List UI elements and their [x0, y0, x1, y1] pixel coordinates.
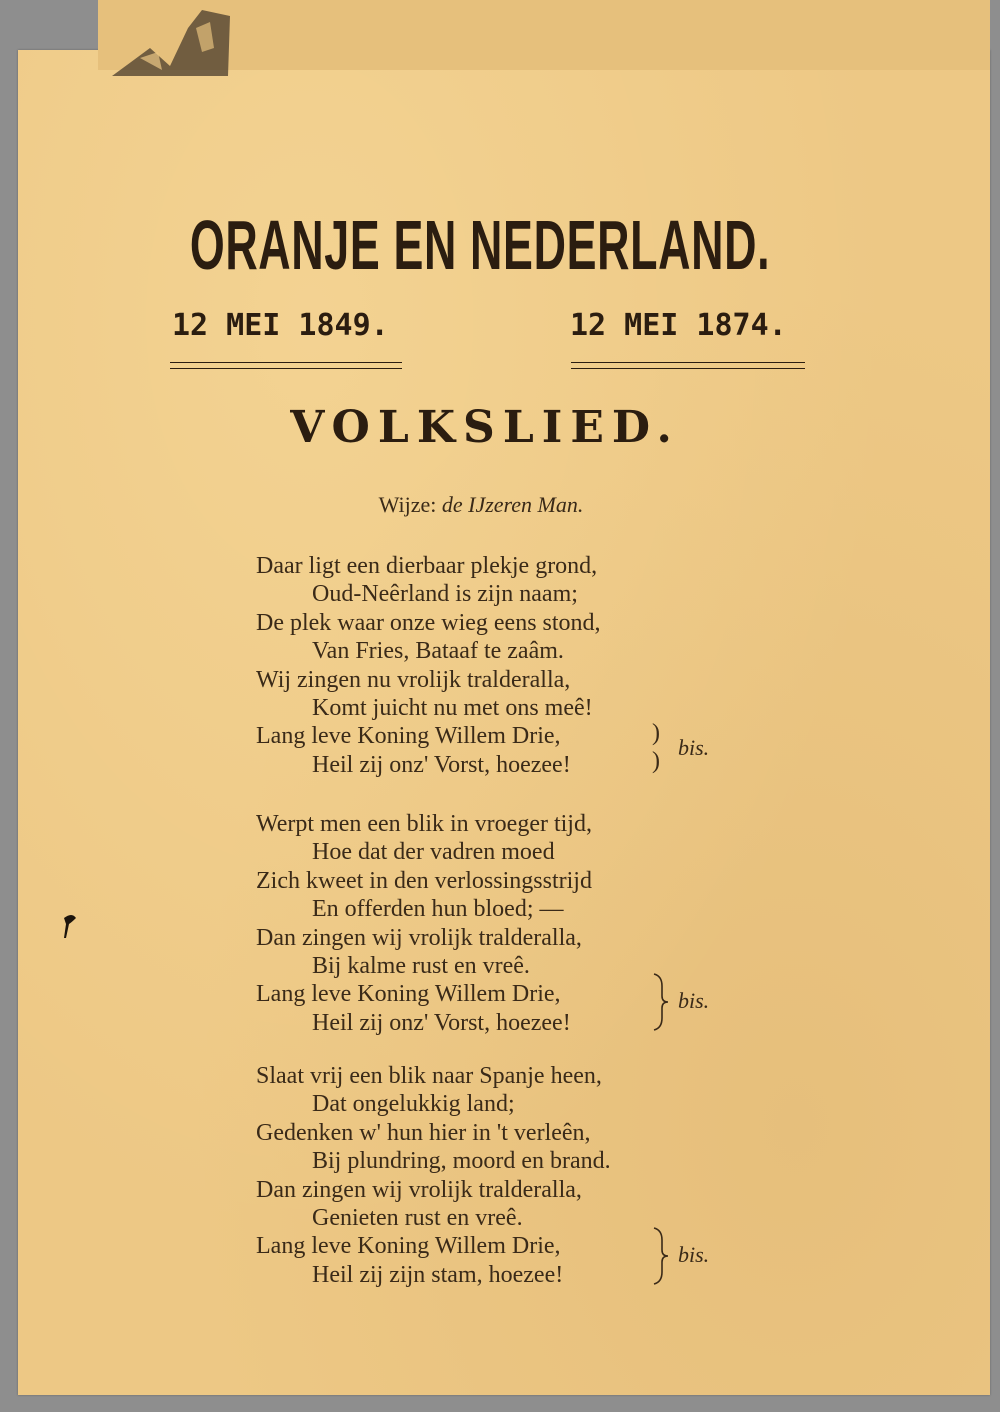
- verse-line: Daar ligt een dierbaar plekje grond,: [256, 553, 598, 579]
- verse-line: Genieten rust en vreê.: [312, 1205, 523, 1232]
- verse-line: Werpt men een blik in vroeger tijd,: [256, 811, 592, 837]
- verse-line: Wij zingen nu vrolijk tralderalla,: [256, 666, 571, 693]
- verse-line: En offerden hun bloed; —: [312, 896, 564, 923]
- ink-speck: [60, 912, 80, 942]
- verse-line: Komt juicht nu met ons meê!: [312, 695, 593, 722]
- verse-line: De plek waar onze wieg eens stond,: [256, 609, 601, 636]
- tune-prefix: Wijze:: [378, 492, 437, 517]
- double-rule-right: [571, 362, 805, 369]
- refrain-line: Heil zij onz' Vorst, hoezee!: [312, 751, 571, 778]
- refrain-line: Heil zij zijn stam, hoezee!: [312, 1261, 564, 1288]
- refrain-line: Lang leve Koning Willem Drie,: [256, 1233, 561, 1260]
- verse-line: Zich kweet in den verlossingsstrijd: [256, 867, 592, 894]
- song-heading: VOLKSLIED.: [290, 402, 680, 453]
- verse-line: Gedenken w' hun hier in 't verleên,: [256, 1119, 591, 1146]
- refrain-bracket: ): [652, 748, 660, 774]
- verse-line: Slaat vrij een blik naar Spanje heen,: [256, 1063, 602, 1089]
- refrain-line: Lang leve Koning Willem Drie,: [256, 723, 561, 750]
- verse-line: Oud-Neêrland is zijn naam;: [312, 581, 578, 608]
- bis-mark: bis.: [678, 1242, 710, 1267]
- tune-line: [0, 492, 962, 518]
- paper-tab: [98, 0, 990, 70]
- torn-stamp-mark: [110, 8, 230, 78]
- verse-line: Dan zingen wij vrolijk tralderalla,: [256, 924, 582, 951]
- verse-line: Hoe dat der vadren moed: [312, 839, 555, 866]
- double-rule-left: [170, 362, 402, 369]
- date-right: 12 MEI 1874.: [570, 308, 787, 343]
- document-title: ORANJE EN NEDERLAND.: [189, 206, 771, 284]
- verse-line: Dat ongelukkig land;: [312, 1091, 515, 1118]
- refrain-line: Heil zij onz' Vorst, hoezee!: [312, 1009, 571, 1036]
- date-left: 12 MEI 1849.: [172, 308, 389, 343]
- refrain-bracket: ): [652, 720, 660, 746]
- verse-line: Bij plundring, moord en brand.: [312, 1148, 611, 1175]
- verse-line: Dan zingen wij vrolijk tralderalla,: [256, 1176, 582, 1203]
- tune-name: de IJzeren Man.: [441, 492, 584, 517]
- refrain-line: Lang leve Koning Willem Drie,: [256, 981, 561, 1008]
- bis-mark: bis.: [678, 988, 710, 1013]
- verse-line: Bij kalme rust en vreê.: [312, 953, 530, 980]
- bis-mark: bis.: [678, 735, 710, 760]
- refrain-brace: [650, 972, 672, 1032]
- refrain-brace: [650, 1226, 672, 1286]
- verse-line: Van Fries, Bataaf te zaâm.: [312, 638, 564, 665]
